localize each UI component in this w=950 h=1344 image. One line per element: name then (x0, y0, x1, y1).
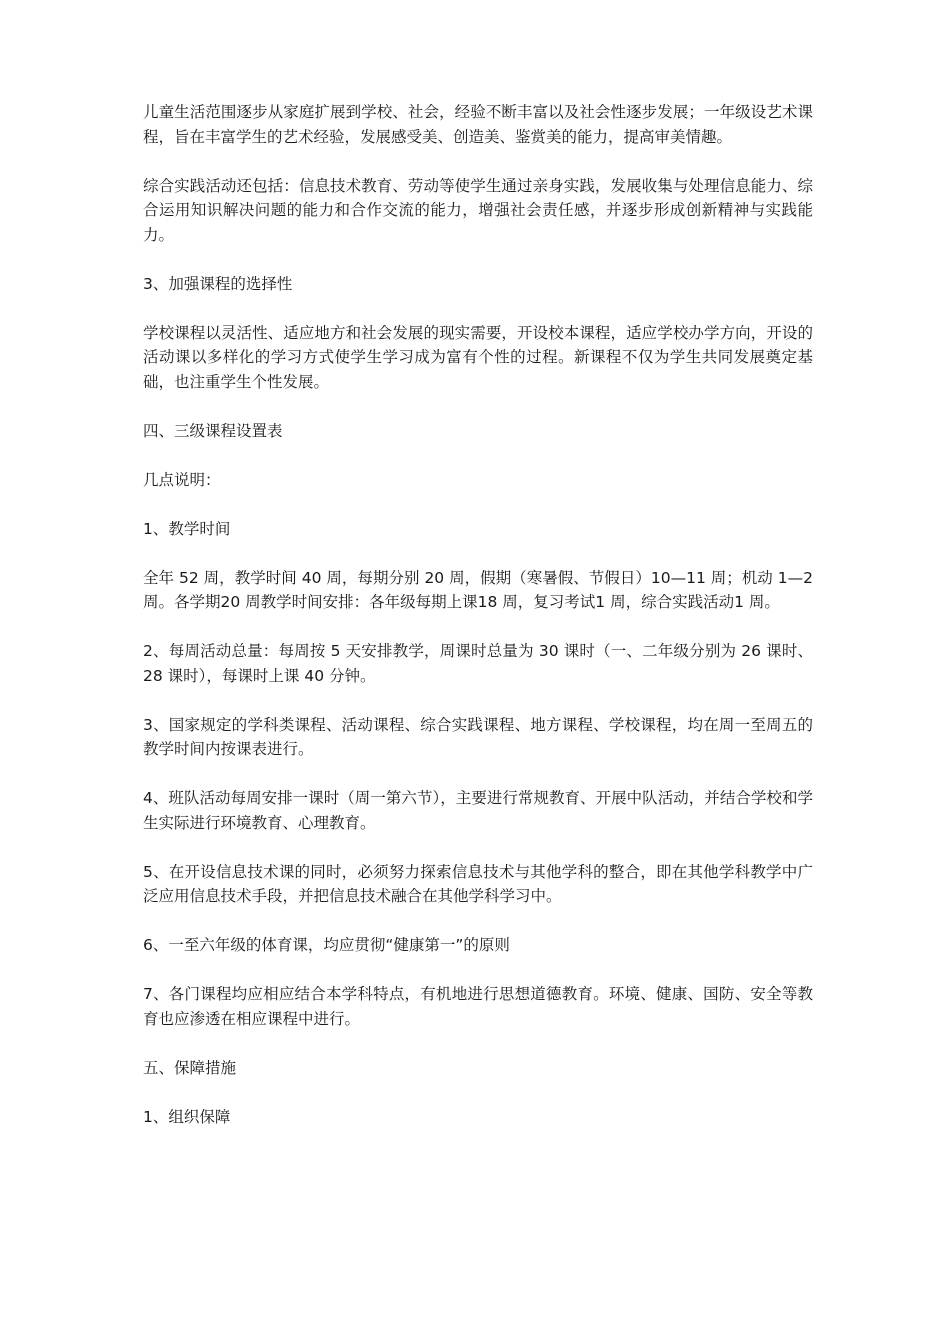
heading-safeguards: 五、保障措施 (143, 1058, 237, 1077)
heading-teaching-time: 1、教学时间 (143, 519, 231, 538)
heading-notes: 几点说明： (143, 470, 221, 489)
paragraph-information-technology: 5、在开设信息技术课的同时，必须努力探索信息技术与其他学科的整合，即在其他学科教学中广泛应用信息技术手段，并把信息技术融合在其他学科学习中。 (143, 862, 813, 905)
paragraph-class-activity: 4、班队活动每周安排一课时（周一第六节），主要进行常规教育、开展中队活动，并结合学校和学生实际进行环境教育、心理教育。 (143, 789, 813, 832)
paragraph-weekly-activity: 2、每周活动总量：每周按 5 天安排教学，周课时总量为 30 课时（一、二年级分别为 26 课时、28 课时），每课时上课 40 分钟。 (143, 642, 813, 685)
heading-curriculum-selectivity: 3、加强课程的选择性 (143, 274, 293, 293)
document-body (143, 100, 813, 1154)
paragraph-art-curriculum: 儿童生活范围逐步从家庭扩展到学校、社会，经验不断丰富以及社会性逐步发展；一年级设艺术课程，旨在丰富学生的艺术经验，发展感受美、创造美、鉴赏美的能力，提高审美情趣。 (143, 103, 813, 146)
paragraph-national-courses: 3、国家规定的学科类课程、活动课程、综合实践课程、地方课程、学校课程，均在周一至周五的教学时间内按课表进行。 (143, 715, 813, 758)
heading-curriculum-table: 四、三级课程设置表 (143, 421, 283, 440)
paragraph-comprehensive-practice: 综合实践活动还包括：信息技术教育、劳动等使学生通过亲身实践，发展收集与处理信息能力、综合运用知识解决问题的能力和合作交流的能力，增强社会责任感，并逐步形成创新精神与实践能力。 (143, 176, 813, 244)
paragraph-school-curriculum: 学校课程以灵活性、适应地方和社会发展的现实需要，开设校本课程，适应学校办学方向，开设的活动课以多样化的学习方式使学生学习成为富有个性的过程。新课程不仅为学生共同发展奠定基础，也注重学生个性发展。 (143, 323, 813, 391)
heading-organizational-safeguard: 1、组织保障 (143, 1107, 231, 1126)
paragraph-moral-education: 7、各门课程均应相应结合本学科特点，有机地进行思想道德教育。环境、健康、国防、安全等教育也应渗透在相应课程中进行。 (143, 985, 813, 1028)
paragraph-teaching-time: 全年 52 周，教学时间 40 周，每期分别 20 周，假期（寒暑假、节假日）10—11 周；机动 1—2 周。各学期20 周教学时间安排：各年级每期上课18 周，复习考试1 周，综合实践活动1 周。 (143, 568, 813, 611)
paragraph-physical-education: 6、一至六年级的体育课，均应贯彻“健康第一”的原则 (143, 936, 510, 954)
